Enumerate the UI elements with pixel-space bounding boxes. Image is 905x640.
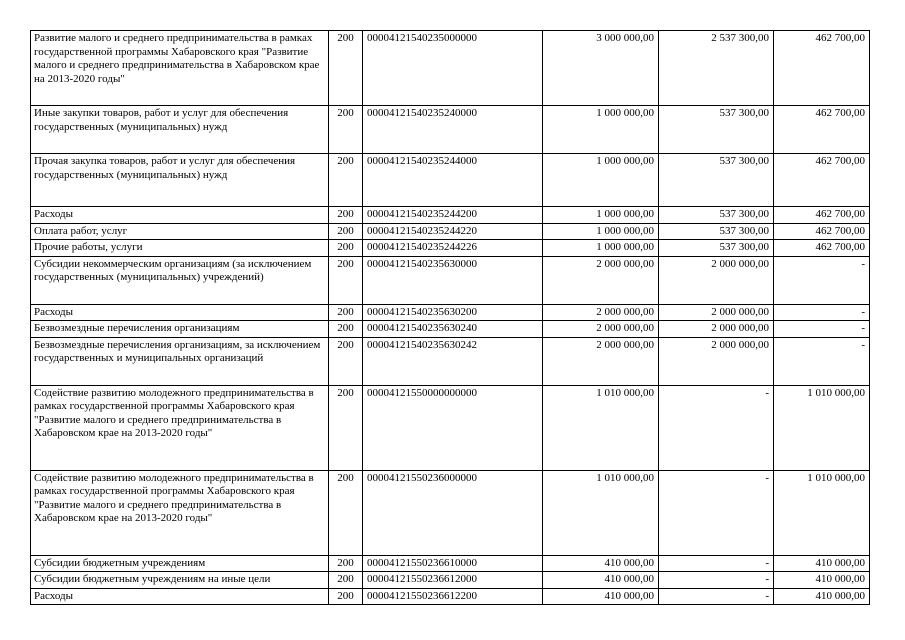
row-name-cell: Субсидии бюджетным учреждениям	[31, 555, 329, 572]
table-row	[31, 240, 870, 257]
row-approved-cell: 1 000 000,00	[543, 207, 659, 224]
row-executed-cell: 537 300,00	[659, 223, 774, 240]
row-remaining-cell: 462 700,00	[774, 223, 870, 240]
row-executed-cell: -	[659, 470, 774, 555]
row-remaining-cell: 410 000,00	[774, 572, 870, 589]
row-approved-cell: 410 000,00	[543, 555, 659, 572]
row-approved-cell: 3 000 000,00	[543, 31, 659, 106]
row-remaining-cell: -	[774, 321, 870, 338]
row-approved-cell: 2 000 000,00	[543, 321, 659, 338]
table-row	[31, 385, 870, 470]
row-kbk-cell: 00004121540235630000	[363, 256, 543, 304]
row-executed-cell: 2 000 000,00	[659, 304, 774, 321]
row-remaining-cell: -	[774, 256, 870, 304]
table-row	[31, 106, 870, 154]
row-approved-cell: 1 000 000,00	[543, 154, 659, 207]
row-name-cell: Расходы	[31, 588, 329, 605]
table-body	[31, 31, 870, 605]
row-code-cell: 200	[329, 31, 363, 106]
row-code-cell: 200	[329, 572, 363, 589]
row-code-cell: 200	[329, 385, 363, 470]
row-kbk-cell: 00004121540235630242	[363, 337, 543, 385]
row-remaining-cell: -	[774, 337, 870, 385]
row-approved-cell: 2 000 000,00	[543, 337, 659, 385]
table-row	[31, 256, 870, 304]
row-name-cell: Субсидии некоммерческим организациям (за исключением государственных (муниципальных) учреждений)	[31, 256, 329, 304]
table-row	[31, 470, 870, 555]
row-approved-cell: 1 000 000,00	[543, 223, 659, 240]
row-remaining-cell: 410 000,00	[774, 588, 870, 605]
row-kbk-cell: 00004121550236612200	[363, 588, 543, 605]
row-executed-cell: 537 300,00	[659, 154, 774, 207]
table-row	[31, 588, 870, 605]
row-name-cell: Расходы	[31, 207, 329, 224]
row-approved-cell: 1 010 000,00	[543, 470, 659, 555]
row-executed-cell: -	[659, 572, 774, 589]
table-row	[31, 223, 870, 240]
row-name-cell: Содействие развитию молодежного предпринимательства в рамках государственной программы Хабаровского края "Развитие малого и среднего предпринимательства в Хабаровском крае на 2013-2020 годы"	[31, 470, 329, 555]
row-code-cell: 200	[329, 106, 363, 154]
row-approved-cell: 410 000,00	[543, 588, 659, 605]
row-name-cell: Иные закупки товаров, работ и услуг для обеспечения государственных (муниципальных) нужд	[31, 106, 329, 154]
row-remaining-cell: 462 700,00	[774, 31, 870, 106]
row-executed-cell: 537 300,00	[659, 106, 774, 154]
row-kbk-cell: 00004121540235630200	[363, 304, 543, 321]
table-row	[31, 321, 870, 338]
row-executed-cell: -	[659, 555, 774, 572]
row-code-cell: 200	[329, 321, 363, 338]
row-remaining-cell: 462 700,00	[774, 240, 870, 257]
budget-execution-table	[30, 30, 870, 605]
row-kbk-cell: 00004121540235240000	[363, 106, 543, 154]
row-name-cell: Безвозмездные перечисления организациям	[31, 321, 329, 338]
row-code-cell: 200	[329, 470, 363, 555]
row-name-cell: Безвозмездные перечисления организациям, за исключением государственных и муниципальных организаций	[31, 337, 329, 385]
row-approved-cell: 2 000 000,00	[543, 256, 659, 304]
row-kbk-cell: 00004121540235244220	[363, 223, 543, 240]
table-row	[31, 31, 870, 106]
row-kbk-cell: 00004121540235244000	[363, 154, 543, 207]
row-name-cell: Прочие работы, услуги	[31, 240, 329, 257]
row-name-cell: Содействие развитию молодежного предпринимательства в рамках государственной программы Хабаровского края "Развитие малого и среднего предпринимательства в Хабаровском крае на 2013-2020 годы"	[31, 385, 329, 470]
table-row	[31, 555, 870, 572]
table-row	[31, 337, 870, 385]
row-approved-cell: 1 000 000,00	[543, 106, 659, 154]
row-approved-cell: 2 000 000,00	[543, 304, 659, 321]
row-executed-cell: 537 300,00	[659, 240, 774, 257]
row-name-cell: Субсидии бюджетным учреждениям на иные цели	[31, 572, 329, 589]
row-code-cell: 200	[329, 337, 363, 385]
row-remaining-cell: -	[774, 304, 870, 321]
row-kbk-cell: 00004121540235244226	[363, 240, 543, 257]
row-name-cell: Прочая закупка товаров, работ и услуг для обеспечения государственных (муниципальных) нужд	[31, 154, 329, 207]
row-approved-cell: 1 010 000,00	[543, 385, 659, 470]
row-kbk-cell: 00004121540235630240	[363, 321, 543, 338]
row-code-cell: 200	[329, 240, 363, 257]
row-name-cell: Расходы	[31, 304, 329, 321]
row-approved-cell: 410 000,00	[543, 572, 659, 589]
row-code-cell: 200	[329, 588, 363, 605]
row-code-cell: 200	[329, 223, 363, 240]
row-kbk-cell: 00004121550000000000	[363, 385, 543, 470]
row-code-cell: 200	[329, 207, 363, 224]
row-remaining-cell: 462 700,00	[774, 154, 870, 207]
table-row	[31, 304, 870, 321]
row-kbk-cell: 00004121550236612000	[363, 572, 543, 589]
row-executed-cell: -	[659, 588, 774, 605]
row-name-cell: Развитие малого и среднего предпринимательства в рамках государственной программы Хабаровского края "Развитие малого и среднего предпринимательства в Хабаровском крае на 2013-2020 годы"	[31, 31, 329, 106]
row-kbk-cell: 00004121540235000000	[363, 31, 543, 106]
table-row	[31, 572, 870, 589]
row-kbk-cell: 00004121540235244200	[363, 207, 543, 224]
row-executed-cell: -	[659, 385, 774, 470]
row-remaining-cell: 1 010 000,00	[774, 470, 870, 555]
row-code-cell: 200	[329, 304, 363, 321]
row-code-cell: 200	[329, 256, 363, 304]
row-executed-cell: 2 000 000,00	[659, 256, 774, 304]
table-row	[31, 154, 870, 207]
row-kbk-cell: 00004121550236000000	[363, 470, 543, 555]
row-code-cell: 200	[329, 154, 363, 207]
row-executed-cell: 537 300,00	[659, 207, 774, 224]
table-row	[31, 207, 870, 224]
row-executed-cell: 2 000 000,00	[659, 337, 774, 385]
row-remaining-cell: 462 700,00	[774, 106, 870, 154]
row-approved-cell: 1 000 000,00	[543, 240, 659, 257]
row-kbk-cell: 00004121550236610000	[363, 555, 543, 572]
row-name-cell: Оплата работ, услуг	[31, 223, 329, 240]
row-remaining-cell: 1 010 000,00	[774, 385, 870, 470]
row-remaining-cell: 462 700,00	[774, 207, 870, 224]
row-remaining-cell: 410 000,00	[774, 555, 870, 572]
row-executed-cell: 2 000 000,00	[659, 321, 774, 338]
row-executed-cell: 2 537 300,00	[659, 31, 774, 106]
row-code-cell: 200	[329, 555, 363, 572]
